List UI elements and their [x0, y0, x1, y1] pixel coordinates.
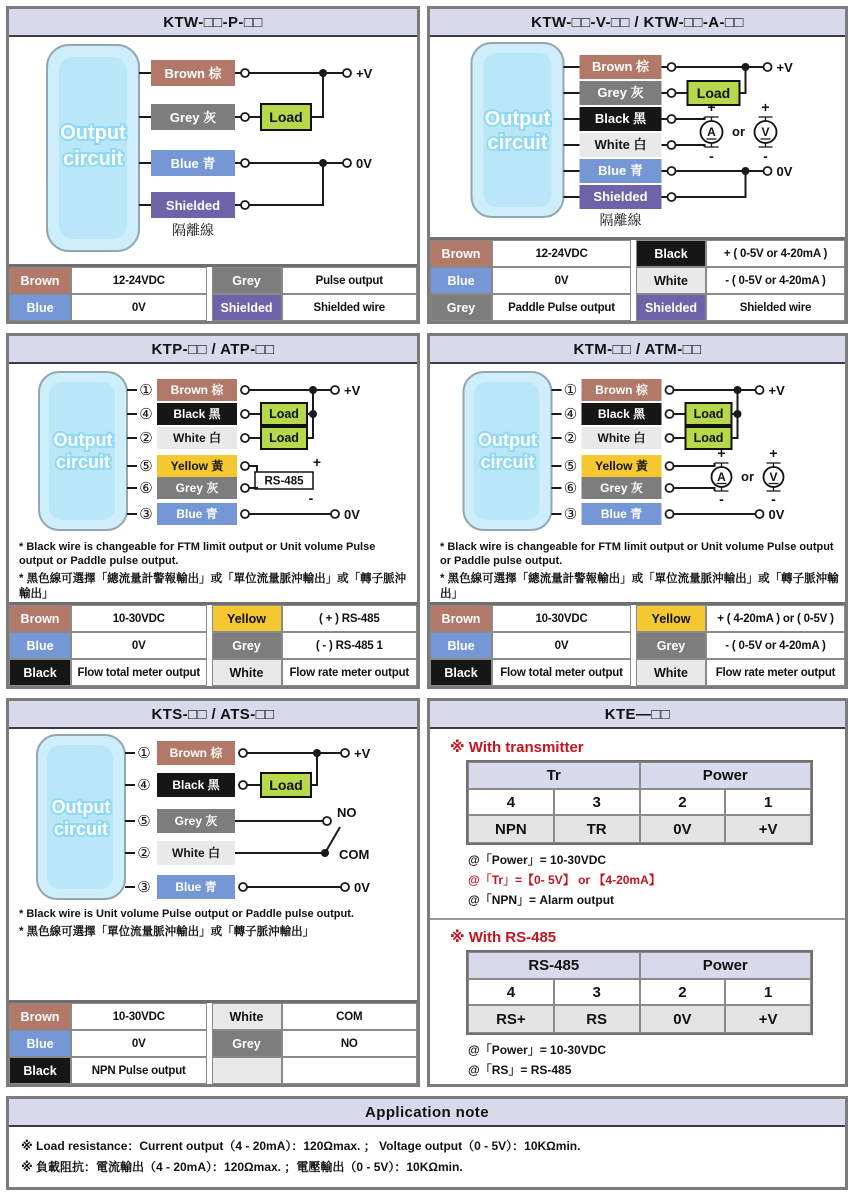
terminal-icon: [343, 69, 351, 77]
ammeter-letter: A: [717, 470, 726, 484]
application-note-line-cn: ※ 負載阻抗：電流輸出（4 - 20mA）：120Ωmax. ；電壓輸出（0 - 5V）：10KΩmin.: [21, 1160, 463, 1175]
panel-title-kts: KTS-□□ / ATS-□□: [9, 701, 417, 729]
wiring-diagram-kts: [9, 729, 417, 903]
connector-icon: [241, 510, 249, 518]
pin-number: ④: [563, 405, 578, 423]
panel-note-en: * Black wire is changeable for FTM limit output or Unit volume Pulse output or Paddle pulse output.: [440, 541, 834, 568]
pin-number: ①: [563, 381, 578, 399]
circuit-svg: [430, 39, 845, 237]
zero-v-terminal: 0V: [768, 507, 785, 522]
wire-table: [430, 237, 845, 321]
pin-cell: 4: [468, 979, 554, 1005]
connector-icon: [666, 510, 674, 518]
load-label: Load: [693, 431, 724, 445]
wire-label-brown: Brown 棕: [591, 59, 650, 74]
load-label: Load: [269, 109, 303, 125]
terminal-icon: [756, 386, 764, 394]
connector-icon: [666, 484, 674, 492]
connector-icon: [239, 749, 247, 757]
table-value: Flow rate meter output: [706, 659, 845, 686]
ammeter-icon: [701, 99, 723, 164]
connector-icon: [241, 201, 249, 209]
table-value: Flow total meter output: [492, 659, 631, 686]
connector-icon: [666, 386, 674, 394]
kte-note: @「Power」= 10-30VDC: [468, 853, 607, 868]
table-value: 10-30VDC: [71, 1003, 207, 1030]
table-label-brown: Brown: [430, 605, 492, 632]
connector-icon: [241, 159, 249, 167]
wire-label-brown: Brown 棕: [164, 66, 222, 81]
output-circuit-block: [472, 43, 564, 217]
table-value: 0V: [71, 1030, 207, 1057]
wire-label-white: White 白: [172, 846, 220, 861]
pin-number: ⑤: [137, 812, 151, 831]
table-label-black: Black: [9, 659, 71, 686]
shield-wire-cn-label: 隔離線: [599, 212, 642, 228]
pin-cell: 3: [554, 979, 640, 1005]
output-circuit-block: [39, 372, 127, 530]
switch-blade: [325, 827, 340, 853]
table-label-brown: Brown: [9, 605, 71, 632]
connector-icon: [668, 193, 676, 201]
output-circuit-block: [47, 45, 139, 251]
signal-cell: RS: [554, 1005, 640, 1033]
table-label-grey: Grey: [212, 267, 282, 294]
panel-note-en: * Black wire is Unit volume Pulse output or Paddle pulse output.: [19, 908, 354, 921]
table-label-shielded: Shielded: [212, 294, 282, 321]
application-note-title: Application note: [9, 1099, 845, 1127]
table-value: COM: [282, 1003, 418, 1030]
connector-icon: [666, 410, 674, 418]
wire-table: [430, 602, 845, 686]
kte-note: @「RS」= RS-485: [468, 1063, 572, 1078]
table-label-black: Black: [9, 1057, 71, 1084]
plus-sign: +: [717, 445, 726, 461]
voltmeter-icon: [764, 445, 784, 507]
pin-table-rs485: [466, 950, 813, 1035]
plus-sign: +: [769, 445, 778, 461]
pin-cell: 4: [468, 789, 554, 815]
wiring-diagram-ktw-p: [9, 37, 417, 257]
panel-title-ktw-va: KTW-□□-V-□□ / KTW-□□-A-□□: [430, 9, 845, 37]
voltmeter-icon: [755, 99, 777, 164]
terminal-icon: [341, 749, 349, 757]
load-label: Load: [269, 407, 299, 421]
no-label: NO: [337, 805, 357, 821]
application-note-line-en: ※ Load resistance：Current output（4 - 20mA）：120Ωmax. ； Voltage output（0 - 5V）：10KΩmin.: [21, 1139, 581, 1154]
connector-icon: [239, 883, 247, 891]
output-circuit-label: circuit: [487, 132, 548, 154]
wire-label-blue: Blue 青: [175, 880, 217, 895]
output-circuit-label: Output: [484, 108, 551, 130]
kte-section-transmitter: [430, 733, 845, 920]
wire-label-brown: Brown 棕: [595, 383, 648, 397]
minus-sign: -: [709, 148, 714, 164]
minus-sign: -: [771, 491, 776, 507]
section-heading-rs485: ※ With RS-485: [450, 929, 557, 947]
application-note-body: [9, 1127, 845, 1187]
panel-ktp: [6, 333, 420, 689]
table-value: [282, 1057, 418, 1084]
minus-sign: -: [719, 491, 724, 507]
load-label: Load: [693, 407, 724, 421]
plus-sign: +: [312, 454, 322, 470]
wire-brown: [564, 55, 794, 79]
wire-label-shielded: Shielded: [165, 198, 221, 213]
shield-wire-cn-label: 隔離線: [172, 222, 214, 238]
panel-title-ktm: KTM-□□ / ATM-□□: [430, 336, 845, 364]
pin-number: ②: [137, 844, 151, 863]
connector-icon: [241, 484, 249, 492]
wire-label-white: White 白: [597, 431, 646, 445]
signal-cell: 0V: [640, 1005, 726, 1033]
table-value: 0V: [492, 267, 631, 294]
output-circuit-label: Output: [478, 430, 537, 450]
table-label-yellow: Yellow: [212, 605, 282, 632]
pin-number: ⑤: [563, 457, 578, 475]
circuit-svg: [9, 366, 417, 536]
wire-label-white: White 白: [173, 431, 221, 445]
pin-number: ③: [563, 505, 578, 523]
table-label-grey: Grey: [430, 294, 492, 321]
table-value: + ( 4-20mA ) or ( 0-5V ): [706, 605, 845, 632]
plus-v-terminal: +V: [354, 746, 371, 762]
wire-grey: [552, 477, 715, 499]
pin-number: ⑤: [139, 457, 153, 475]
signal-cell: +V: [725, 1005, 811, 1033]
zero-v-terminal: 0V: [776, 164, 793, 179]
switch-no-contact-icon: [323, 817, 331, 825]
table-label-grey: Grey: [212, 1030, 282, 1057]
kte-note-red: @「Tr」=【0- 5V】 or 【4-20mA】: [468, 873, 661, 888]
connector-icon: [668, 141, 676, 149]
table-value: + ( 0-5V or 4-20mA ): [706, 240, 845, 267]
wire-table: [9, 602, 417, 686]
connector-icon: [668, 115, 676, 123]
table-label-shielded: Shielded: [636, 294, 706, 321]
rs485-label: RS-485: [264, 475, 304, 488]
table-value: ( - ) RS-485 1: [282, 632, 418, 659]
connector-icon: [666, 462, 674, 470]
panel-note-cn: * 黑色線可選擇「總流量計警報輸出」或「單位流量脈沖輸出」或「轉子脈沖輸出」: [19, 572, 407, 600]
wire-black: [127, 403, 317, 425]
pin-cell: 1: [725, 789, 811, 815]
pin-cell: 1: [725, 979, 811, 1005]
table-value: Shielded wire: [282, 294, 418, 321]
terminal-icon: [756, 510, 764, 518]
wire-label-grey: Grey 灰: [175, 481, 219, 495]
kte-section-rs485: [430, 923, 845, 1078]
connector-icon: [241, 69, 249, 77]
pin-number: ③: [139, 505, 153, 523]
wire-brown: [139, 60, 373, 86]
table-label-black: Black: [430, 659, 492, 686]
pin-cell: 3: [554, 789, 640, 815]
wire-grey: [127, 477, 257, 499]
zero-v-terminal: 0V: [344, 507, 360, 522]
wire-blue: [564, 159, 793, 183]
wire-label-blue: Blue 青: [600, 507, 643, 521]
or-label: or: [732, 124, 745, 139]
table-value: Shielded wire: [706, 294, 845, 321]
table-label-white: White: [212, 1003, 282, 1030]
voltmeter-letter: V: [761, 125, 770, 139]
terminal-icon: [331, 510, 339, 518]
pin-number: ④: [139, 405, 153, 423]
application-note-panel: [6, 1096, 848, 1190]
minus-sign: -: [763, 148, 768, 164]
table-label-brown: Brown: [430, 240, 492, 267]
ammeter-icon: [712, 445, 732, 507]
plus-v-terminal: +V: [344, 383, 361, 398]
panel-kts: [6, 698, 420, 1087]
wire-label-grey: Grey 灰: [597, 85, 644, 100]
table-label-blue: Blue: [9, 632, 71, 659]
connector-icon: [241, 113, 249, 121]
pin-number: ①: [137, 744, 151, 763]
wire-label-brown: Brown 棕: [170, 383, 224, 397]
pin-cell: 2: [640, 979, 726, 1005]
terminal-icon: [764, 63, 772, 71]
voltmeter-letter: V: [769, 470, 778, 484]
output-circuit-label: circuit: [53, 819, 109, 840]
wire-label-brown: Brown 棕: [169, 746, 223, 761]
panel-ktw-va: [427, 6, 848, 324]
signal-cell: TR: [554, 815, 640, 843]
group-header-rs485: RS-485: [468, 952, 640, 979]
rs485-box: [255, 454, 321, 506]
wire-blue: [127, 503, 360, 525]
wiring-diagram-ktw-va: [430, 37, 845, 237]
kte-body: [430, 729, 845, 1084]
circuit-svg: [9, 39, 417, 257]
output-circuit-label: circuit: [62, 148, 124, 170]
plus-v-terminal: +V: [356, 66, 373, 81]
signal-cell: NPN: [468, 815, 554, 843]
wire-label-grey: Grey 灰: [600, 481, 643, 495]
panel-note-cn: * 黑色線可選擇「總流量計警報輸出」或「單位流量脈沖輸出」或「轉子脈沖輸出」: [440, 572, 839, 600]
wire-label-shielded: Shielded: [593, 189, 648, 204]
wiring-diagram-ktm: [430, 364, 845, 536]
pin-number: ⑥: [139, 479, 153, 497]
pin-cell: 2: [640, 789, 726, 815]
or-label: or: [741, 469, 754, 484]
wire-brown: [125, 741, 371, 765]
table-value: 10-30VDC: [71, 605, 207, 632]
wire-yellow: [127, 455, 257, 477]
table-label-white: White: [636, 659, 706, 686]
wire-label-black: Black 黑: [597, 407, 646, 421]
output-circuit-label: Output: [51, 797, 111, 818]
table-value: Flow rate meter output: [282, 659, 418, 686]
wire-label-black: Black 黑: [172, 778, 220, 793]
group-header-tr: Tr: [468, 762, 640, 789]
panel-note-cn: * 黑色線可選擇「單位流量脈沖輸出」或「轉子脈沖輸出」: [19, 925, 315, 938]
plus-sign: +: [707, 99, 716, 115]
connector-icon: [241, 386, 249, 394]
connector-icon: [241, 462, 249, 470]
table-value: Flow total meter output: [71, 659, 207, 686]
panel-ktw-p: [6, 6, 420, 324]
connector-icon: [668, 89, 676, 97]
circuit-svg: [9, 731, 417, 903]
wire-label-yellow: Yellow 黃: [595, 459, 648, 473]
wire-label-grey: Grey 灰: [169, 110, 217, 125]
panel-title-ktp: KTP-□□ / ATP-□□: [9, 336, 417, 364]
wire-brown: [127, 379, 361, 401]
connector-icon: [666, 434, 674, 442]
table-value: NPN Pulse output: [71, 1057, 207, 1084]
table-label-grey: Grey: [212, 632, 282, 659]
plus-v-terminal: +V: [776, 60, 793, 75]
table-label-black: Black: [636, 240, 706, 267]
wire-label-blue: Blue 青: [170, 156, 216, 171]
table-value: - ( 0-5V or 4-20mA ): [706, 267, 845, 294]
wire-blue: [125, 875, 370, 899]
connector-icon: [241, 410, 249, 418]
connector-icon: [668, 63, 676, 71]
kte-note: @「NPN」= Alarm output: [468, 893, 615, 908]
load-label: Load: [696, 85, 731, 101]
wire-white: [564, 133, 705, 157]
table-label-yellow: Yellow: [636, 605, 706, 632]
table-value: - ( 0-5V or 4-20mA ): [706, 632, 845, 659]
wire-blue: [552, 503, 785, 525]
connector-icon: [239, 781, 247, 789]
connector-icon: [668, 167, 676, 175]
terminal-icon: [764, 167, 772, 175]
panel-title-kte: KTE—□□: [430, 701, 845, 729]
table-value: NO: [282, 1030, 418, 1057]
wire-table: [9, 264, 417, 321]
table-label-blue: Blue: [430, 267, 492, 294]
wire-label-blue: Blue 青: [176, 507, 218, 521]
pin-number: ③: [137, 878, 151, 897]
terminal-icon: [331, 386, 339, 394]
table-value: 0V: [492, 632, 631, 659]
pin-number: ⑥: [563, 479, 578, 497]
section-heading-transmitter: ※ With transmitter: [450, 739, 584, 757]
table-label-white: White: [212, 659, 282, 686]
terminal-icon: [343, 159, 351, 167]
wire-label-grey: Grey 灰: [174, 814, 218, 829]
load-label: Load: [269, 777, 303, 794]
table-value: Pulse output: [282, 267, 418, 294]
output-circuit-label: circuit: [480, 452, 535, 472]
circuit-svg: [430, 366, 845, 536]
table-label-white: White: [636, 267, 706, 294]
terminal-icon: [341, 883, 349, 891]
table-label-brown: Brown: [9, 267, 71, 294]
minus-sign: -: [308, 490, 314, 506]
table-value: 10-30VDC: [492, 605, 631, 632]
table-value: 0V: [71, 632, 207, 659]
wire-blue: [139, 150, 372, 176]
wire-grey: [125, 805, 357, 833]
group-header-power: Power: [640, 952, 812, 979]
panel-title-ktw-p: KTW-□□-P-□□: [9, 9, 417, 37]
pin-number: ②: [563, 429, 578, 447]
kte-note: @「Power」= 10-30VDC: [468, 1043, 607, 1058]
com-label: COM: [339, 847, 370, 863]
connector-icon: [241, 434, 249, 442]
table-value: Paddle Pulse output: [492, 294, 631, 321]
pin-number: ①: [139, 381, 153, 399]
load-label: Load: [269, 431, 299, 445]
signal-cell: 0V: [640, 815, 726, 843]
plus-v-terminal: +V: [768, 383, 785, 398]
output-circuit-block: [464, 372, 552, 530]
table-label-blue: Blue: [430, 632, 492, 659]
wire-yellow: [552, 455, 715, 477]
table-label-grey: Grey: [636, 632, 706, 659]
pin-number: ④: [137, 776, 151, 795]
output-circuit-label: circuit: [55, 452, 111, 472]
wire-label-yellow: Yellow 黃: [170, 459, 224, 473]
wire-label-white: White 白: [594, 137, 647, 152]
panel-note-en: * Black wire is changeable for FTM limit output or Unit volume Pulse output or Paddle pulse output.: [19, 541, 376, 568]
wire-label-black: Black 黑: [594, 111, 647, 126]
zero-v-terminal: 0V: [354, 880, 370, 896]
table-value: 0V: [71, 294, 207, 321]
signal-cell: RS+: [468, 1005, 554, 1033]
ammeter-letter: A: [707, 125, 716, 139]
output-circuit-label: Output: [60, 122, 126, 144]
plus-sign: +: [761, 99, 770, 115]
wire-black: [552, 403, 742, 425]
wire-label-blue: Blue 青: [598, 163, 643, 178]
table-value: 12-24VDC: [71, 267, 207, 294]
wiring-diagram-ktp: [9, 364, 417, 536]
output-circuit-block: [37, 735, 125, 899]
panel-kte: [427, 698, 848, 1087]
table-label-brown: Brown: [9, 1003, 71, 1030]
group-header-power: Power: [640, 762, 812, 789]
pin-number: ②: [139, 429, 153, 447]
wire-label-black: Black 黑: [173, 407, 221, 421]
table-value: ( + ) RS-485: [282, 605, 418, 632]
pin-table-transmitter: [466, 760, 813, 845]
panel-ktm: [427, 333, 848, 689]
table-label-empty: [212, 1057, 282, 1084]
table-label-blue: Blue: [9, 294, 71, 321]
wire-black: [564, 107, 705, 131]
signal-cell: +V: [725, 815, 811, 843]
zero-v-terminal: 0V: [356, 156, 372, 171]
wire-brown: [552, 379, 786, 401]
wire-table: [9, 1000, 417, 1084]
output-circuit-label: Output: [53, 430, 113, 450]
table-label-blue: Blue: [9, 1030, 71, 1057]
table-value: 12-24VDC: [492, 240, 631, 267]
